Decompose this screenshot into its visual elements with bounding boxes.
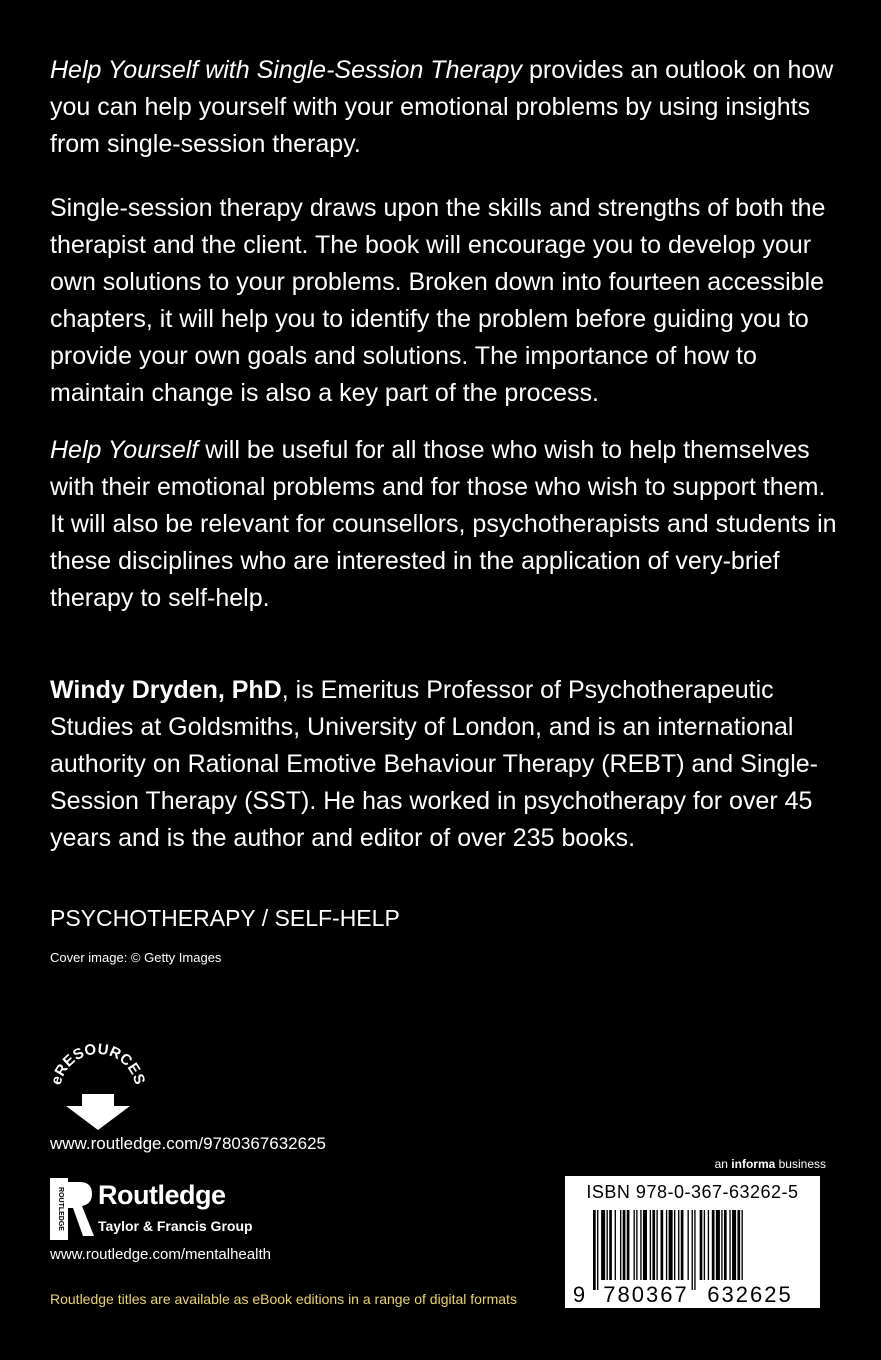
download-arrow-icon bbox=[66, 1094, 130, 1130]
isbn-label: ISBN 978-0-367-63262-5 bbox=[586, 1182, 799, 1202]
book-short-title: Help Yourself bbox=[50, 436, 199, 464]
ebook-note: Routledge titles are available as eBook editions in a range of digital formats bbox=[50, 1291, 517, 1307]
barcode-bar bbox=[724, 1210, 727, 1280]
barcode-bar bbox=[623, 1210, 626, 1280]
barcode-left-digits: 780367 bbox=[603, 1282, 689, 1307]
routledge-logo-text: ROUTLEDGE bbox=[57, 1187, 64, 1231]
informa-tagline: an informa business bbox=[714, 1157, 826, 1171]
barcode-bar bbox=[620, 1210, 621, 1280]
informa-brand: informa bbox=[731, 1157, 776, 1171]
barcode-bar bbox=[661, 1210, 664, 1280]
subject-category: PSYCHOTHERAPY / SELF-HELP bbox=[50, 905, 400, 931]
barcode-right-digits: 632625 bbox=[707, 1282, 793, 1307]
cover-credit: Cover image: © Getty Images bbox=[50, 950, 222, 965]
isbn-barcode bbox=[565, 1176, 820, 1308]
barcode-bar bbox=[678, 1210, 679, 1280]
publisher-url[interactable]: www.routledge.com/mentalhealth bbox=[50, 1246, 271, 1263]
book-title: Help Yourself with Single-Session Therapy bbox=[50, 56, 523, 84]
barcode-bar bbox=[640, 1210, 641, 1280]
barcode-bar bbox=[636, 1210, 637, 1280]
barcode-bar bbox=[712, 1210, 715, 1280]
routledge-logo-icon bbox=[50, 1178, 94, 1240]
barcode-bar bbox=[652, 1210, 655, 1280]
barcode-bar bbox=[681, 1210, 684, 1280]
barcode-bar bbox=[643, 1210, 647, 1280]
author-bio bbox=[50, 672, 840, 857]
svg-text:eRESOURCES bbox=[48, 1041, 148, 1087]
author-bio-text: , is Emeritus Professor of Psychotherapeutic Studies at Goldsmiths, University of London, and is an international authority on Rational Emotive Behaviour Therapy (REBT) and Single-Session Therapy (SST). He has worked in psychotherapy for over 45 years and is the author and editor of over 235 books. bbox=[50, 676, 818, 852]
barcode-bar bbox=[721, 1210, 722, 1280]
barcode-bar bbox=[688, 1210, 689, 1280]
eresources-label: eRESOURCES bbox=[48, 1040, 148, 1087]
barcode-bar bbox=[692, 1210, 693, 1290]
barcode-bar bbox=[656, 1210, 657, 1280]
barcode-bar bbox=[669, 1210, 673, 1280]
barcode-bar bbox=[708, 1210, 709, 1280]
barcode-bar bbox=[615, 1210, 616, 1280]
blurb-text: provides an outlook on how you can help yourself with your emotional problems by using insights from single-session therapy. bbox=[50, 56, 834, 158]
author-name: Windy Dryden, PhD bbox=[50, 676, 282, 704]
barcode-bar bbox=[742, 1210, 743, 1280]
barcode-bar bbox=[666, 1210, 667, 1280]
barcode-bar bbox=[607, 1210, 608, 1280]
barcode-bar bbox=[732, 1210, 736, 1280]
barcode-bar bbox=[593, 1210, 596, 1290]
publisher-group: Taylor & Francis Group bbox=[98, 1218, 253, 1234]
barcode-bar bbox=[704, 1210, 705, 1280]
barcode-bar bbox=[700, 1210, 703, 1280]
barcode-bar bbox=[716, 1210, 720, 1280]
barcode-bar bbox=[627, 1210, 630, 1280]
barcode-bar bbox=[694, 1210, 695, 1290]
barcode-bar bbox=[601, 1210, 605, 1280]
barcode-graphic bbox=[565, 1176, 820, 1308]
blurb-text: will be useful for all those who wish to help themselves with their emotional problems and for those who wish to support them. It will also be relevant for counsellors, psychotherapists and students in these disciplines who are interested in the application of very-brief therapy to self-help. bbox=[50, 436, 837, 612]
barcode-bar bbox=[674, 1210, 675, 1280]
barcode-bar bbox=[609, 1210, 612, 1280]
barcode-bar bbox=[737, 1210, 740, 1280]
blurb-paragraph-1 bbox=[50, 52, 840, 163]
blurb-paragraph-3 bbox=[50, 432, 840, 617]
barcode-bar bbox=[597, 1210, 598, 1290]
resource-url[interactable]: www.routledge.com/9780367632625 bbox=[50, 1134, 326, 1153]
blurb-paragraph-2: Single-session therapy draws upon the skills and strengths of both the therapist and the client. The book will encourage you to develop your own solutions to your problems. Broken down into fourteen accessible chapters, it will help you to identify the problem before guiding you to provide your own goals and solutions. The importance of how to maintain change is also a key part of the process. bbox=[50, 194, 826, 407]
barcode-bar bbox=[650, 1210, 651, 1280]
eresources-download-icon bbox=[48, 1040, 148, 1132]
barcode-bar bbox=[729, 1210, 730, 1280]
publisher-name: Routledge bbox=[98, 1180, 226, 1210]
barcode-bar bbox=[634, 1210, 635, 1280]
barcode-first-digit: 9 bbox=[572, 1282, 586, 1307]
